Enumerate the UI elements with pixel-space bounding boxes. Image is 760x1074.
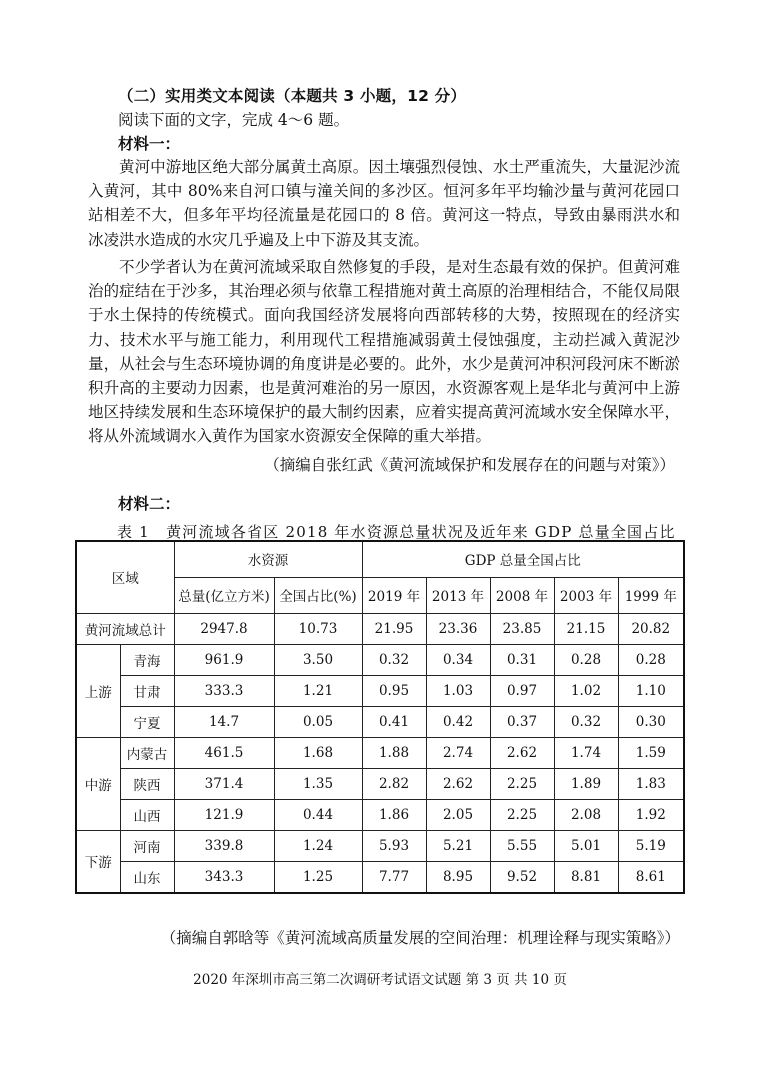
table-cell: 5.93 [362, 830, 426, 861]
material2-source: （摘编自郭晗等《黄河流域高质量发展的空间治理：机理诠释与现实策略》） [160, 929, 680, 947]
table-row-total [76, 613, 684, 644]
table-cell: 1.24 [274, 830, 362, 861]
material1-paragraph-2: 不少学者认为在黄河流域采取自然修复的手段，是对生态最有效的保护。但黄河难治的症结在于沙多，其治理必须与依靠工程措施对黄土高原的治理相结合，不能仅局限于水土保持的传统模式。面向我国经济发展将向西部转移的大势，按照现在的经济实力、技术水平与施工能力，利用现代工程措施减弱黄土侵蚀强度，主动拦减入黄泥沙量，从社会与生态环境协调的角度讲是必要的。此外，水少是黄河冲积河段河床不断淤积升高的主要动力因素，也是黄河难治的另一原因，水资源客观上是华北与黄河中上游地区持续发展和生态环境保护的最大制约因素，应着实提高黄河流域水安全保障水平，将从外流域调水入黄作为国家水资源安全保障的重大举措。 [88, 258, 680, 446]
table-cell: 1.02 [554, 675, 618, 706]
region-header: 区域 [76, 541, 174, 613]
page-footer: 2020 年深圳市高三第二次调研考试语文试题 第 3 页 共 10 页 [193, 972, 567, 988]
table-row [76, 675, 684, 706]
column-header: 2008 年 [490, 577, 554, 613]
table-cell: 5.21 [426, 830, 490, 861]
table-cell: 0.41 [362, 706, 426, 737]
table-cell: 2.25 [490, 799, 554, 830]
table-cell: 2.05 [426, 799, 490, 830]
gdp-share-header: GDP 总量全国占比 [362, 541, 684, 577]
table-cell: 1.21 [274, 675, 362, 706]
table-cell: 1.89 [554, 768, 618, 799]
province-name: 河南 [120, 830, 174, 861]
table-cell: 7.77 [362, 861, 426, 893]
table-cell: 0.34 [426, 644, 490, 675]
material1-paragraph-1: 黄河中游地区绝大部分属黄土高原。因土壤强烈侵蚀、水土严重流失，大量泥沙流入黄河，其中 80%来自河口镇与潼关间的多沙区。恒河多年平均输沙量与黄河花园口站相差不大，但多年平均径流量是花园口的 8 倍。黄河这一特点，导致由暴雨洪水和冰凌洪水造成的水灾几乎遍及上中下游及其支流。 [88, 158, 680, 249]
table-cell: 10.73 [274, 613, 362, 644]
instruction-text: 阅读下面的文字，完成 4～6 题。 [118, 111, 350, 129]
table-row [76, 830, 684, 861]
table-cell: 5.55 [490, 830, 554, 861]
column-header: 总量(亿立方米) [174, 577, 274, 613]
table-row [76, 737, 684, 768]
material1-label: 材料一： [118, 135, 181, 153]
table-cell: 339.8 [174, 830, 274, 861]
table-cell: 2947.8 [174, 613, 274, 644]
table-cell: 14.7 [174, 706, 274, 737]
column-header: 2003 年 [554, 577, 618, 613]
water-resources-header: 水资源 [174, 541, 362, 577]
table-cell: 5.01 [554, 830, 618, 861]
table-cell: 0.37 [490, 706, 554, 737]
table-cell: 1.68 [274, 737, 362, 768]
table-cell: 2.62 [490, 737, 554, 768]
table-cell: 1.74 [554, 737, 618, 768]
province-name: 山西 [120, 799, 174, 830]
table-cell: 461.5 [174, 737, 274, 768]
table-cell: 961.9 [174, 644, 274, 675]
table-cell: 0.32 [554, 706, 618, 737]
province-name: 陕西 [120, 768, 174, 799]
table-cell: 1.92 [618, 799, 684, 830]
table-row [76, 644, 684, 675]
table-cell: 333.3 [174, 675, 274, 706]
province-name: 内蒙古 [120, 737, 174, 768]
table-cell: 21.95 [362, 613, 426, 644]
table-cell: 1.59 [618, 737, 684, 768]
table-cell: 1.03 [426, 675, 490, 706]
table-cell: 1.88 [362, 737, 426, 768]
column-header: 全国占比(%) [274, 577, 362, 613]
table-row [76, 768, 684, 799]
table-cell: 121.9 [174, 799, 274, 830]
group-label-upstream: 上游 [76, 644, 120, 737]
table-cell: 2.82 [362, 768, 426, 799]
province-name: 山东 [120, 861, 174, 893]
table-cell: 5.19 [618, 830, 684, 861]
total-label: 黄河流域总计 [76, 613, 174, 644]
table-cell: 2.08 [554, 799, 618, 830]
water-gdp-table [75, 540, 685, 894]
table-cell: 8.95 [426, 861, 490, 893]
table-cell: 23.85 [490, 613, 554, 644]
material1-source: （摘编自张红武《黄河流域保护和发展存在的问题与对策》） [264, 456, 675, 474]
section-heading: （二）实用类文本阅读（本题共 3 小题，12 分） [118, 87, 467, 105]
table-cell: 1.83 [618, 768, 684, 799]
table-row [76, 799, 684, 830]
table-cell: 1.10 [618, 675, 684, 706]
column-header: 2013 年 [426, 577, 490, 613]
table-cell: 343.3 [174, 861, 274, 893]
table-cell: 371.4 [174, 768, 274, 799]
group-label-midstream: 中游 [76, 737, 120, 830]
table-cell: 0.97 [490, 675, 554, 706]
table-row [76, 861, 684, 893]
table-cell: 2.25 [490, 768, 554, 799]
table-cell: 23.36 [426, 613, 490, 644]
table-cell: 2.62 [426, 768, 490, 799]
table-caption: 表 1 黄河流域各省区 2018 年水资源总量状况及近年来 GDP 总量全国占比 [117, 523, 676, 541]
table-cell: 8.81 [554, 861, 618, 893]
province-name: 甘肃 [120, 675, 174, 706]
column-header: 1999 年 [618, 577, 684, 613]
table-cell: 9.52 [490, 861, 554, 893]
table-cell: 21.15 [554, 613, 618, 644]
table-cell: 1.86 [362, 799, 426, 830]
table-cell: 0.31 [490, 644, 554, 675]
table-cell: 1.35 [274, 768, 362, 799]
material2-label: 材料二： [118, 495, 181, 513]
table-cell: 8.61 [618, 861, 684, 893]
table-cell: 1.25 [274, 861, 362, 893]
group-label-downstream: 下游 [76, 830, 120, 893]
table-cell: 0.44 [274, 799, 362, 830]
table-cell: 20.82 [618, 613, 684, 644]
province-name: 宁夏 [120, 706, 174, 737]
table-cell: 0.28 [618, 644, 684, 675]
table-cell: 0.42 [426, 706, 490, 737]
table-cell: 3.50 [274, 644, 362, 675]
table-cell: 0.95 [362, 675, 426, 706]
table-cell: 0.28 [554, 644, 618, 675]
column-header: 2019 年 [362, 577, 426, 613]
table-row [76, 706, 684, 737]
table-cell: 0.05 [274, 706, 362, 737]
table-cell: 2.74 [426, 737, 490, 768]
table-cell: 0.30 [618, 706, 684, 737]
table-cell: 0.32 [362, 644, 426, 675]
province-name: 青海 [120, 644, 174, 675]
